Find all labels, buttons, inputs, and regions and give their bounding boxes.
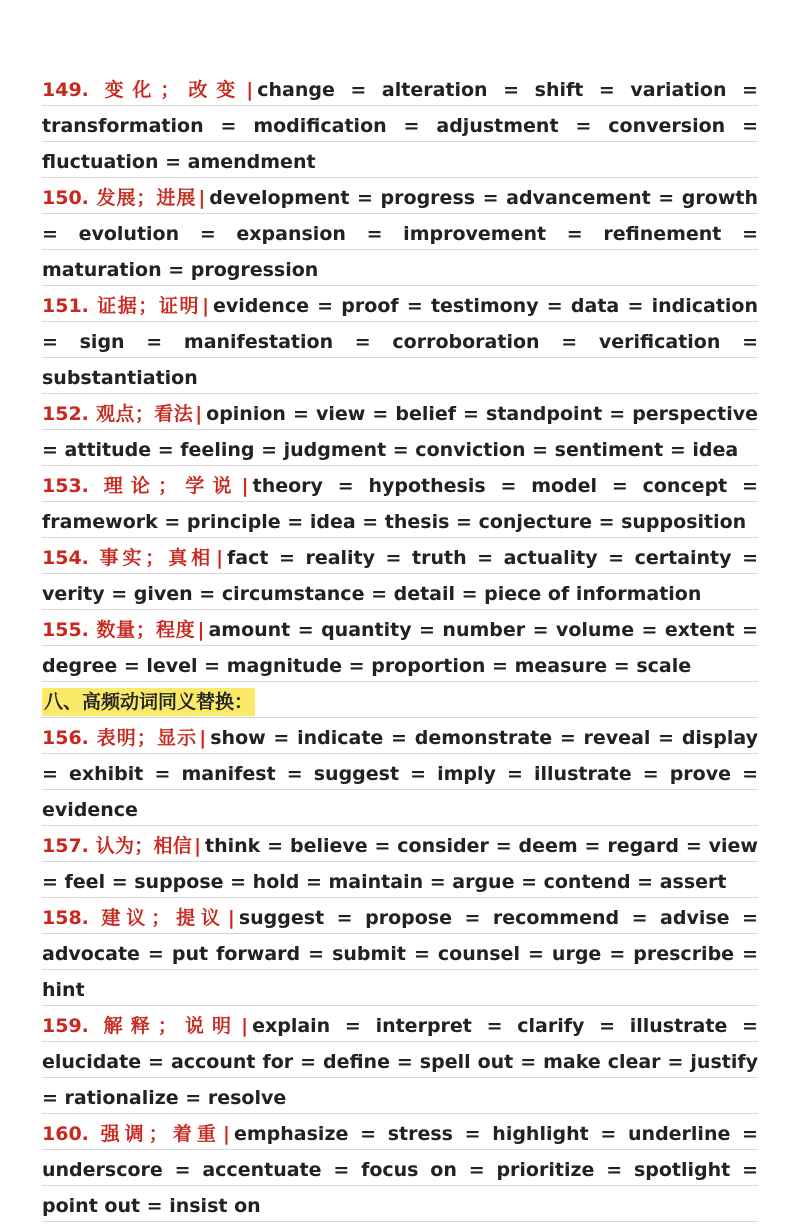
entry-number: 149. <box>42 79 89 101</box>
entry-synonyms: think = believe = consider = deem = regard = view = feel = suppose = hold = maintain = argue = contend = assert <box>42 835 758 893</box>
entry-number: 154. <box>42 547 89 569</box>
entry-152 <box>42 396 758 468</box>
entry-chinese-term: 证据；证明 <box>97 295 201 317</box>
entry-chinese-term: 表明；显示 <box>96 727 198 749</box>
entry-chinese-term: 认为；相信 <box>95 835 193 857</box>
entry-synonyms: amount = quantity = number = volume = extent = degree = level = magnitude = proportion = measure = scale <box>42 619 758 677</box>
entry-synonyms: show = indicate = demonstrate = reveal = display = exhibit = manifest = suggest = imply = illustrate = prove = evidence <box>42 727 758 821</box>
entry-155 <box>42 612 758 684</box>
entry-number: 151. <box>42 295 89 317</box>
entry-separator: | <box>241 1015 249 1037</box>
entry-chinese-term: 解释；说明 <box>103 1015 240 1037</box>
entry-chinese-term: 理论；学说 <box>103 475 240 497</box>
entry-synonyms: fact = reality = truth = actuality = certainty = verity = given = circumstance = detail = piece of information <box>42 547 758 605</box>
entry-number: 155. <box>42 619 89 641</box>
entry-chinese-term: 建议；提议 <box>101 907 226 929</box>
entry-160 <box>42 1116 758 1224</box>
entry-159 <box>42 1008 758 1116</box>
entry-separator: | <box>195 403 203 425</box>
entry-separator: | <box>246 79 254 101</box>
entry-154 <box>42 540 758 612</box>
vocabulary-page <box>42 72 758 1224</box>
entry-separator: | <box>197 619 205 641</box>
entry-151 <box>42 288 758 396</box>
entry-synonyms: change = alteration = shift = variation = transformation = modification = adjustment = conversion = fluctuation = amendment <box>42 79 758 173</box>
entry-150 <box>42 180 758 288</box>
entry-157 <box>42 828 758 900</box>
entry-number: 153. <box>42 475 89 497</box>
entry-chinese-term: 发展；进展 <box>96 187 197 209</box>
entry-chinese-term: 观点；看法 <box>95 403 194 425</box>
entry-chinese-term: 强调；着重 <box>100 1123 222 1145</box>
entry-chinese-term: 数量；程度 <box>96 619 196 641</box>
section-heading <box>42 684 758 720</box>
entry-number: 160. <box>42 1123 89 1145</box>
entry-number: 159. <box>42 1015 89 1037</box>
entry-separator: | <box>199 727 207 749</box>
entry-156 <box>42 720 758 828</box>
entry-153 <box>42 468 758 540</box>
entry-synonyms: theory = hypothesis = model = concept = framework = principle = idea = thesis = conjecture = supposition <box>42 475 758 533</box>
section-heading-text: 八、高频动词同义替换： <box>42 688 255 716</box>
entry-separator: | <box>216 547 224 569</box>
entry-synonyms: development = progress = advancement = growth = evolution = expansion = improvement = refinement = maturation = progression <box>42 187 758 281</box>
entry-chinese-term: 变化；改变 <box>104 79 245 101</box>
entry-158 <box>42 900 758 1008</box>
entry-separator: | <box>202 295 210 317</box>
entry-synonyms: opinion = view = belief = standpoint = perspective = attitude = feeling = judgment = conviction = sentiment = idea <box>42 403 758 461</box>
entry-number: 150. <box>42 187 89 209</box>
entry-separator: | <box>223 1123 230 1145</box>
entry-number: 158. <box>42 907 89 929</box>
entry-number: 157. <box>42 835 89 857</box>
entry-separator: | <box>241 475 249 497</box>
entry-synonyms: emphasize = stress = highlight = underline = underscore = accentuate = focus on = prioritize = spotlight = point out = insist on <box>42 1123 758 1217</box>
entry-number: 152. <box>42 403 89 425</box>
entry-synonyms: evidence = proof = testimony = data = indication = sign = manifestation = corroboration = verification = substantiation <box>42 295 758 389</box>
entry-separator: | <box>198 187 206 209</box>
entry-chinese-term: 事实；真相 <box>99 547 215 569</box>
entry-synonyms: suggest = propose = recommend = advise = advocate = put forward = submit = counsel = urge = prescribe = hint <box>42 907 758 1001</box>
entry-number: 156. <box>42 727 89 749</box>
entry-synonyms: explain = interpret = clarify = illustrate = elucidate = account for = define = spell out = make clear = justify = rationalize = resolve <box>42 1015 758 1109</box>
entry-149 <box>42 72 758 180</box>
entry-separator: | <box>227 907 235 929</box>
entry-separator: | <box>194 835 202 857</box>
